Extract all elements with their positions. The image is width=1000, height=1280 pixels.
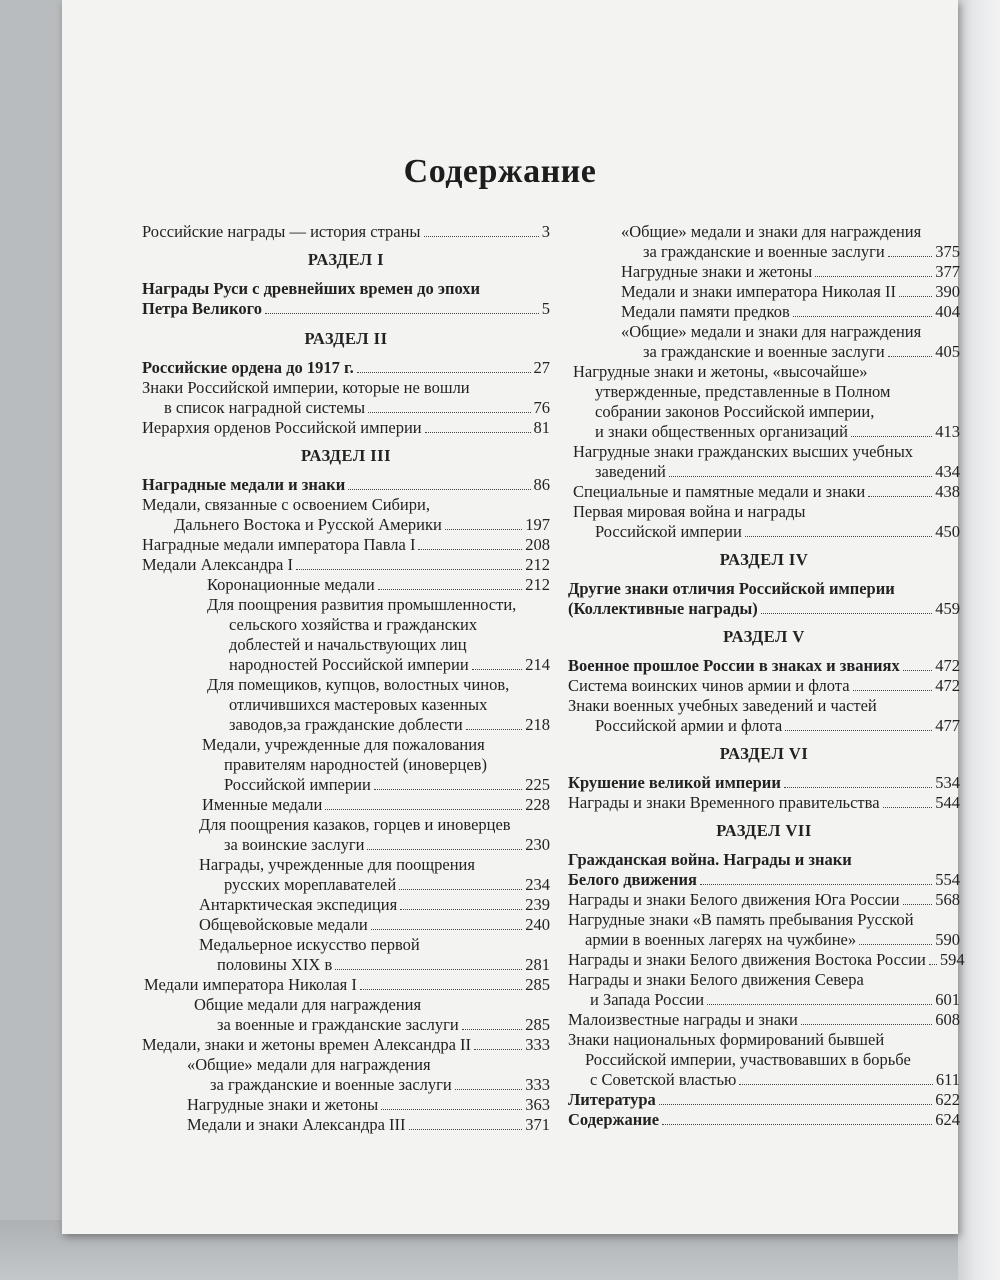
toc-entry-title: Медали и знаки императора Николая II (621, 282, 896, 301)
dot-leader (400, 909, 522, 910)
toc-entry-title: Система воинских чинов армии и флота (568, 676, 850, 695)
toc-entry-title: Российские ордена до 1917 г. (142, 358, 354, 377)
dot-leader (669, 476, 932, 477)
toc-page-number: 333 (525, 1035, 550, 1054)
toc-entry-title: Петра Великого (142, 299, 262, 318)
dot-leader (335, 969, 522, 970)
toc-page-number: 281 (525, 955, 550, 974)
toc-entry-title: Медали, учрежденные для пожалования (202, 735, 485, 754)
toc-page-number: 214 (525, 655, 550, 674)
dot-leader (474, 1049, 522, 1050)
toc-entry-title: русских мореплавателей (224, 875, 397, 894)
toc-page-number: 230 (525, 835, 550, 854)
toc-entry[interactable] (568, 910, 960, 950)
toc-entry[interactable] (568, 222, 960, 262)
toc-entry[interactable] (142, 995, 550, 1035)
toc-entry[interactable] (568, 579, 960, 619)
toc-entry[interactable] (142, 795, 550, 815)
toc-entry[interactable] (142, 358, 550, 378)
toc-entry[interactable] (142, 475, 550, 495)
dot-leader (785, 730, 932, 731)
toc-entry-title: Наградные медали императора Павла I (142, 535, 416, 554)
toc-entry[interactable] (142, 378, 550, 418)
toc-entry[interactable] (568, 502, 960, 542)
section-heading: РАЗДЕЛ II (304, 329, 388, 348)
dot-leader (424, 236, 539, 237)
dot-leader (888, 256, 933, 257)
toc-entry[interactable] (568, 322, 960, 362)
toc-entry[interactable] (568, 482, 960, 502)
toc-page-number: 234 (525, 875, 550, 894)
toc-entry[interactable] (142, 935, 550, 975)
toc-entry[interactable] (568, 1030, 960, 1090)
dot-leader (745, 536, 932, 537)
toc-entry-title: Крушение великой империи (568, 773, 781, 792)
toc-entry-title: Именные медали (202, 795, 323, 814)
dot-leader (472, 669, 523, 670)
toc-entry-title: Содержание (568, 1110, 660, 1129)
toc-page-number: 375 (935, 242, 960, 261)
toc-page-number: 3 (541, 222, 550, 241)
toc-entry-title: Наградные медали и знаки (142, 475, 346, 494)
toc-page-number: 218 (525, 715, 550, 734)
toc-entry[interactable] (142, 222, 550, 242)
toc-entry[interactable] (568, 890, 960, 910)
section-heading: РАЗДЕЛ VII (716, 821, 812, 840)
toc-entry[interactable] (142, 815, 550, 855)
toc-entry-title: Награды Руси с древнейших времен до эпохи (142, 279, 481, 298)
book-edge (958, 0, 1000, 1280)
toc-page-number: 544 (935, 793, 960, 812)
toc-entry-title: Российской армии и флота (595, 716, 783, 735)
toc-page-number: 404 (935, 302, 960, 321)
toc-page-number: 624 (935, 1110, 960, 1129)
toc-entry-title: и Запада России (590, 990, 705, 1009)
dot-leader (374, 789, 522, 790)
toc-page-number: 363 (525, 1095, 550, 1114)
toc-page-number: 27 (533, 358, 550, 377)
toc-entry-title: Военное прошлое России в знаках и званиях (568, 656, 900, 675)
toc-page-number: 212 (525, 555, 550, 574)
toc-page-number: 608 (935, 1010, 960, 1029)
dot-leader (418, 549, 522, 550)
dot-leader (859, 944, 932, 945)
page-title: Содержание (403, 153, 597, 190)
toc-entry[interactable] (568, 302, 960, 322)
toc-column-right (568, 222, 965, 1130)
toc-entry[interactable] (568, 773, 960, 793)
toc-entry-title: Гражданская война. Награды и знаки (568, 850, 852, 869)
dot-leader (325, 809, 522, 810)
toc-entry-title: Иерархия орденов Российской империи (142, 418, 422, 437)
toc-entry[interactable] (568, 1110, 960, 1130)
toc-page-number: 377 (935, 262, 960, 281)
toc-entry-title: половины XIX в (217, 955, 333, 974)
dot-leader (399, 889, 522, 890)
toc-page-number: 554 (935, 870, 960, 889)
dot-leader (899, 296, 932, 297)
dot-leader (265, 313, 539, 314)
toc-entry[interactable] (142, 595, 550, 675)
dot-leader (868, 496, 932, 497)
toc-page-number: 594 (939, 950, 965, 969)
toc-entry-title: армии в военных лагерях на чужбине» (585, 930, 857, 949)
toc-entry-title: Другие знаки отличия Российской империи (568, 579, 895, 598)
toc-page-number: 459 (935, 599, 960, 618)
section-heading: РАЗДЕЛ VI (719, 744, 809, 763)
toc-entry[interactable] (142, 895, 550, 915)
dot-leader (851, 436, 932, 437)
toc-entry[interactable] (142, 1055, 550, 1095)
section-heading: РАЗДЕЛ III (301, 446, 391, 465)
toc-entry-title: народностей Российской империи (229, 655, 469, 674)
toc-entry[interactable] (568, 850, 960, 890)
toc-page-number: 5 (541, 299, 550, 318)
toc-page-number: 285 (525, 1015, 550, 1034)
dot-leader (659, 1104, 932, 1105)
dot-leader (929, 964, 937, 965)
toc-entry-title: Для поощрения развития промышленности, (207, 595, 517, 614)
dot-leader (409, 1129, 523, 1130)
toc-entry-title: Награды и знаки Белого движения Юга России (568, 890, 900, 909)
dot-leader (662, 1124, 932, 1125)
toc-entry-title: (Коллективные награды) (568, 599, 758, 618)
toc-page-number: 225 (525, 775, 550, 794)
toc-page-number: 76 (533, 398, 550, 417)
toc-entry[interactable] (568, 1090, 960, 1110)
toc-entry-title: сельского хозяйства и гражданских (229, 615, 478, 634)
toc-entry-title: Медали, связанные с освоением Сибири, (142, 495, 430, 514)
toc-entry-title: Нагрудные знаки и жетоны, «высочайше» (573, 362, 868, 381)
toc-entry-title: заводов,за гражданские доблести (229, 715, 463, 734)
toc-entry[interactable] (568, 282, 960, 302)
toc-page-number: 472 (935, 676, 960, 695)
toc-entry[interactable] (142, 855, 550, 895)
dot-leader (378, 589, 523, 590)
toc-entry[interactable] (568, 950, 965, 970)
toc-entry-title: Нагрудные знаки гражданских высших учебных (573, 442, 914, 461)
toc-entry[interactable] (568, 262, 960, 282)
dot-leader (371, 929, 523, 930)
dot-leader (368, 412, 530, 413)
toc-page-number: 239 (525, 895, 550, 914)
toc-entry-title: Знаки военных учебных заведений и частей (568, 696, 877, 715)
section-heading: РАЗДЕЛ I (307, 250, 385, 269)
dot-leader (815, 276, 932, 277)
toc-page-number: 472 (935, 656, 960, 675)
toc-entry-title: Малоизвестные награды и знаки (568, 1010, 798, 1029)
toc-entry-title: Нагрудные знаки «В память пребывания Русской (568, 910, 914, 929)
toc-entry-title: за гражданские и военные заслуги (643, 242, 885, 261)
toc-entry[interactable] (568, 970, 960, 1010)
toc-entry-title: за гражданские и военные заслуги (210, 1075, 452, 1094)
dot-leader (739, 1084, 933, 1085)
dot-leader (296, 569, 522, 570)
toc-entry[interactable] (142, 555, 550, 575)
toc-entry-title: Белого движения (568, 870, 697, 889)
dot-leader (853, 690, 933, 691)
dot-leader (903, 670, 933, 671)
toc-entry-title: Российские награды — история страны (142, 222, 421, 241)
toc-entry-title: Знаки Российской империи, которые не вошли (142, 378, 470, 397)
toc-entry-title: Нагрудные знаки и жетоны (621, 262, 813, 281)
toc-entry-title: Антарктическая экспедиция (199, 895, 398, 914)
dot-leader (903, 904, 933, 905)
dot-leader (360, 989, 522, 990)
toc-entry-title: Знаки национальных формирований бывшей (568, 1030, 885, 1049)
toc-entry-title: за гражданские и военные заслуги (643, 342, 885, 361)
toc-page-number: 611 (935, 1070, 960, 1089)
toc-page-number: 601 (935, 990, 960, 1009)
toc-entry[interactable] (142, 495, 550, 535)
dot-leader (707, 1004, 932, 1005)
dot-leader (348, 489, 530, 490)
toc-entry-title: Награды и знаки Временного правительства (568, 793, 880, 812)
toc-page-number: 405 (935, 342, 960, 361)
dot-leader (425, 432, 531, 433)
dot-leader (462, 1029, 523, 1030)
toc-entry-title: «Общие» медали для награждения (187, 1055, 431, 1074)
toc-page-number: 622 (935, 1090, 960, 1109)
toc-page-number: 434 (935, 462, 960, 481)
toc-entry[interactable] (142, 575, 550, 595)
toc-page-number: 413 (935, 422, 960, 441)
toc-entry-title: Российской империи (595, 522, 742, 541)
section-heading: РАЗДЕЛ V (723, 627, 805, 646)
toc-entry-title: правителям народностей (иноверцев) (224, 755, 487, 774)
toc-page-number: 333 (525, 1075, 550, 1094)
toc-entry-title: Медали, знаки и жетоны времен Александра II (142, 1035, 472, 1054)
toc-entry-title: за воинские заслуги (224, 835, 365, 854)
toc-entry-title: Специальные и памятные медали и знаки (573, 482, 866, 501)
toc-entry[interactable] (142, 975, 550, 995)
dot-leader (888, 356, 933, 357)
toc-entry[interactable] (568, 362, 960, 442)
toc-entry-title: утвержденные, представленные в Полном (595, 382, 891, 401)
toc-entry-title: отличившихся мастеровых казенных (229, 695, 488, 714)
dot-leader (357, 372, 531, 373)
toc-entry-title: Литература (568, 1090, 656, 1109)
toc-entry[interactable] (142, 279, 550, 319)
toc-page-number: 438 (935, 482, 960, 501)
toc-page-number: 534 (935, 773, 960, 792)
toc-page-number: 390 (935, 282, 960, 301)
dot-leader (455, 1089, 523, 1090)
toc-entry-title: Медали Александра I (142, 555, 293, 574)
toc-entry[interactable] (142, 735, 550, 795)
dot-leader (381, 1109, 522, 1110)
toc-entry[interactable] (568, 1010, 960, 1030)
dot-leader (793, 316, 932, 317)
toc-page-number: 285 (525, 975, 550, 994)
toc-page-number: 568 (935, 890, 960, 909)
toc-entry[interactable] (568, 656, 960, 676)
toc-entry-title: доблестей и начальствующих лиц (229, 635, 467, 654)
toc-entry-title: Российской империи (224, 775, 371, 794)
toc-page-number: 450 (935, 522, 960, 541)
toc-page-number: 212 (525, 575, 550, 594)
toc-page-number: 228 (525, 795, 550, 814)
dot-leader (883, 807, 933, 808)
toc-entry-title: Дальнего Востока и Русской Америки (174, 515, 442, 534)
toc-entry-title: в список наградной системы (164, 398, 366, 417)
toc-entry-title: «Общие» медали и знаки для награждения (621, 322, 922, 341)
toc-entry-title: Медали императора Николая I (144, 975, 357, 994)
toc-entry-title: с Советской властью (590, 1070, 737, 1089)
toc-entry-title: Общие медали для награждения (194, 995, 422, 1014)
toc-entry[interactable] (568, 696, 960, 736)
toc-column-left (142, 222, 550, 1135)
toc-entry-title: Награды, учрежденные для поощрения (199, 855, 475, 874)
toc-entry-title: Коронационные медали (207, 575, 375, 594)
toc-entry-title: Медали и знаки Александра III (187, 1115, 406, 1134)
toc-entry-title: за военные и гражданские заслуги (217, 1015, 459, 1034)
toc-entry-title: Для помещиков, купцов, волостных чинов, (207, 675, 510, 694)
toc-page-number: 590 (935, 930, 960, 949)
toc-entry[interactable] (568, 442, 960, 482)
toc-entry-title: Нагрудные знаки и жетоны (187, 1095, 379, 1114)
toc-entry[interactable] (568, 793, 960, 813)
dot-leader (801, 1024, 932, 1025)
toc-page-number: 240 (525, 915, 550, 934)
toc-entry-title: собрании законов Российской империи, (595, 402, 875, 421)
toc-entry-title: Награды и знаки Белого движения Востока России (568, 950, 926, 969)
toc-entry[interactable] (568, 676, 960, 696)
toc-page-number: 86 (533, 475, 550, 494)
dot-leader (445, 529, 522, 530)
toc-entry[interactable] (142, 1035, 550, 1055)
toc-entry-title: заведений (595, 462, 666, 481)
toc-entry[interactable] (142, 1115, 550, 1135)
section-heading: РАЗДЕЛ IV (719, 550, 809, 569)
dot-leader (784, 787, 932, 788)
dot-leader (700, 884, 932, 885)
dot-leader (466, 729, 523, 730)
toc-entry-title: Российской империи, участвовавших в борьбе (585, 1050, 911, 1069)
toc-page-number: 197 (525, 515, 550, 534)
toc-entry[interactable] (142, 675, 550, 735)
toc-entry-title: «Общие» медали и знаки для награждения (621, 222, 922, 241)
toc-entry[interactable] (142, 1095, 550, 1115)
toc-page-number: 81 (533, 418, 550, 437)
toc-page-number: 371 (525, 1115, 550, 1134)
toc-entry-title: и знаки общественных организаций (595, 422, 848, 441)
toc-entry-title: Общевойсковые медали (199, 915, 368, 934)
toc-entry[interactable] (142, 418, 550, 438)
dot-leader (761, 613, 932, 614)
toc-page-number: 208 (525, 535, 550, 554)
toc-entry-title: Медали памяти предков (621, 302, 790, 321)
toc-entry-title: Медальерное искусство первой (199, 935, 420, 954)
toc-entry-title: Награды и знаки Белого движения Севера (568, 970, 864, 989)
dot-leader (367, 849, 522, 850)
toc-entry[interactable] (142, 535, 550, 555)
toc-entry-title: Для поощрения казаков, горцев и иноверцев (199, 815, 511, 834)
toc-entry[interactable] (142, 915, 550, 935)
toc-entry-title: Первая мировая война и награды (573, 502, 806, 521)
toc-page-number: 477 (935, 716, 960, 735)
